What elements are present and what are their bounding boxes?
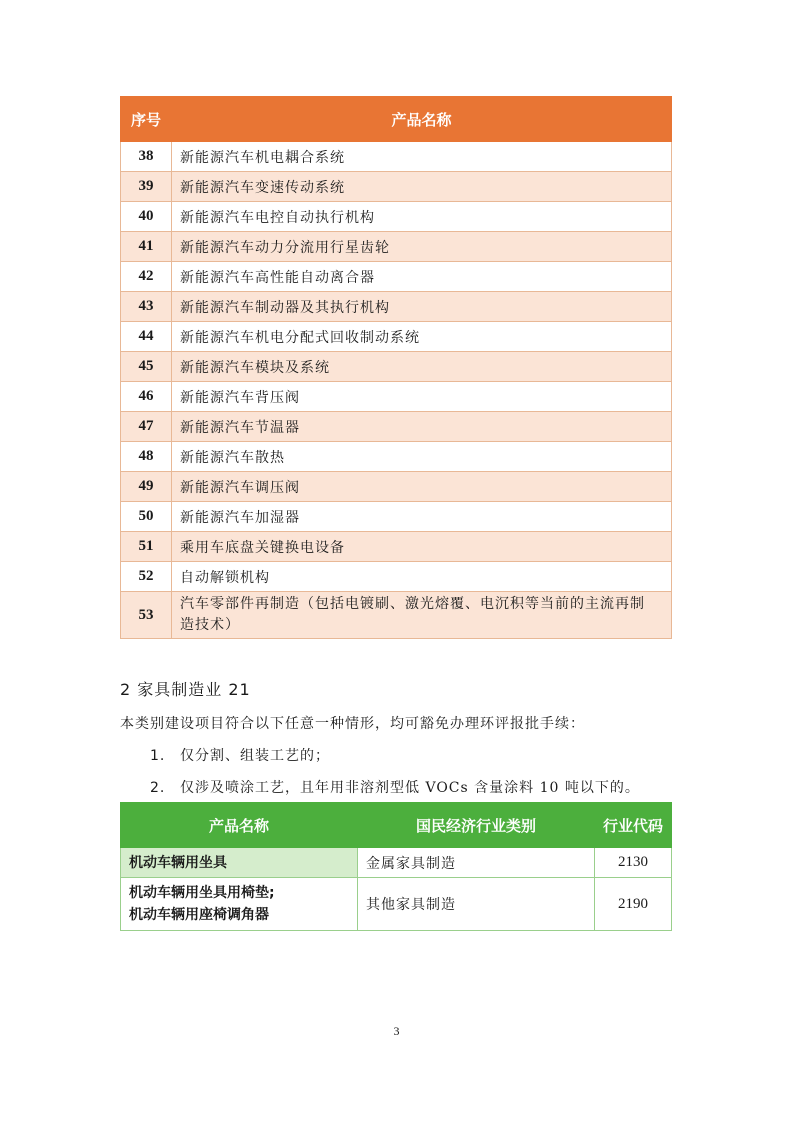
row-product-name: 新能源汽车背压阀 — [172, 382, 672, 412]
page-number: 3 — [393, 1024, 400, 1038]
list-item-number: 1. — [150, 748, 166, 764]
header-industry-code: 行业代码 — [595, 803, 672, 848]
table-row — [121, 382, 672, 412]
list-item — [150, 777, 640, 797]
row-number: 45 — [121, 352, 172, 382]
table-row — [121, 232, 672, 262]
row-number: 49 — [121, 472, 172, 502]
row-number: 53 — [121, 592, 172, 639]
row-number: 47 — [121, 412, 172, 442]
section-intro: 本类别建设项目符合以下任意一种情形，均可豁免办理环评报批手续： — [120, 716, 585, 732]
row-number: 51 — [121, 532, 172, 562]
table-row — [121, 412, 672, 442]
table-row — [121, 848, 672, 878]
row-product-name: 新能源汽车机电分配式回收制动系统 — [172, 322, 672, 352]
row-product-name: 新能源汽车节温器 — [172, 412, 672, 442]
row-number: 39 — [121, 172, 172, 202]
table-row — [121, 442, 672, 472]
row-number: 46 — [121, 382, 172, 412]
header-product-name: 产品名称 — [121, 803, 358, 848]
table-row — [121, 322, 672, 352]
row-number: 40 — [121, 202, 172, 232]
table-row — [121, 562, 672, 592]
row-number: 44 — [121, 322, 172, 352]
row-number: 52 — [121, 562, 172, 592]
table-row — [121, 142, 672, 172]
product-table-auto-parts — [120, 96, 672, 639]
row-product-name-line1: 汽车零部件再制造（包括电镀刷、激光熔覆、电沉积等当前的主流再制 — [180, 596, 645, 612]
list-item-text: 仅分割、组装工艺的； — [180, 748, 330, 764]
row-number: 42 — [121, 262, 172, 292]
table-row — [121, 532, 672, 562]
furniture-product-table — [120, 802, 672, 931]
table-row — [121, 592, 672, 639]
table-row — [121, 472, 672, 502]
row-product-name: 新能源汽车调压阀 — [172, 472, 672, 502]
row-product-name: 自动解锁机构 — [172, 562, 672, 592]
header-industry-category: 国民经济行业类别 — [358, 803, 595, 848]
row-product-name — [121, 878, 358, 931]
table-row — [121, 202, 672, 232]
row-industry-category: 其他家具制造 — [358, 878, 595, 931]
row-product-name: 新能源汽车散热 — [172, 442, 672, 472]
row-product-name: 新能源汽车加湿器 — [172, 502, 672, 532]
table-row — [121, 502, 672, 532]
row-number: 38 — [121, 142, 172, 172]
row-number: 43 — [121, 292, 172, 322]
table-row — [121, 878, 672, 931]
row-product-name: 机动车辆用坐具 — [121, 848, 358, 878]
row-product-name: 新能源汽车机电耦合系统 — [172, 142, 672, 172]
row-product-name: 新能源汽车模块及系统 — [172, 352, 672, 382]
row-number: 48 — [121, 442, 172, 472]
table-row — [121, 352, 672, 382]
table-header-row — [121, 803, 672, 848]
row-industry-code: 2130 — [595, 848, 672, 878]
table-header-row — [121, 97, 672, 142]
table-row — [121, 262, 672, 292]
row-number: 41 — [121, 232, 172, 262]
table-row — [121, 172, 672, 202]
header-serial-number: 序号 — [121, 97, 172, 142]
row-product-name: 新能源汽车制动器及其执行机构 — [172, 292, 672, 322]
row-product-name — [172, 592, 672, 639]
row-product-name: 新能源汽车电控自动执行机构 — [172, 202, 672, 232]
row-industry-category: 金属家具制造 — [358, 848, 595, 878]
row-product-name-line2: 造技术） — [180, 617, 240, 633]
row-product-name: 新能源汽车高性能自动离合器 — [172, 262, 672, 292]
list-item-text: 仅涉及喷涂工艺，且年用非溶剂型低 VOCs 含量涂料 10 吨以下的。 — [180, 780, 640, 796]
table-row — [121, 292, 672, 322]
list-item — [150, 745, 330, 765]
row-product-name: 新能源汽车动力分流用行星齿轮 — [172, 232, 672, 262]
row-product-name-line1: 机动车辆用坐具用椅垫; — [129, 885, 275, 901]
row-product-name: 新能源汽车变速传动系统 — [172, 172, 672, 202]
section-heading: 2 家具制造业 21 — [120, 680, 251, 699]
row-number: 50 — [121, 502, 172, 532]
row-product-name-line2: 机动车辆用座椅调角器 — [129, 907, 269, 923]
header-product-name: 产品名称 — [172, 97, 672, 142]
list-item-number: 2. — [150, 780, 166, 796]
row-product-name: 乘用车底盘关键换电设备 — [172, 532, 672, 562]
row-industry-code: 2190 — [595, 878, 672, 931]
